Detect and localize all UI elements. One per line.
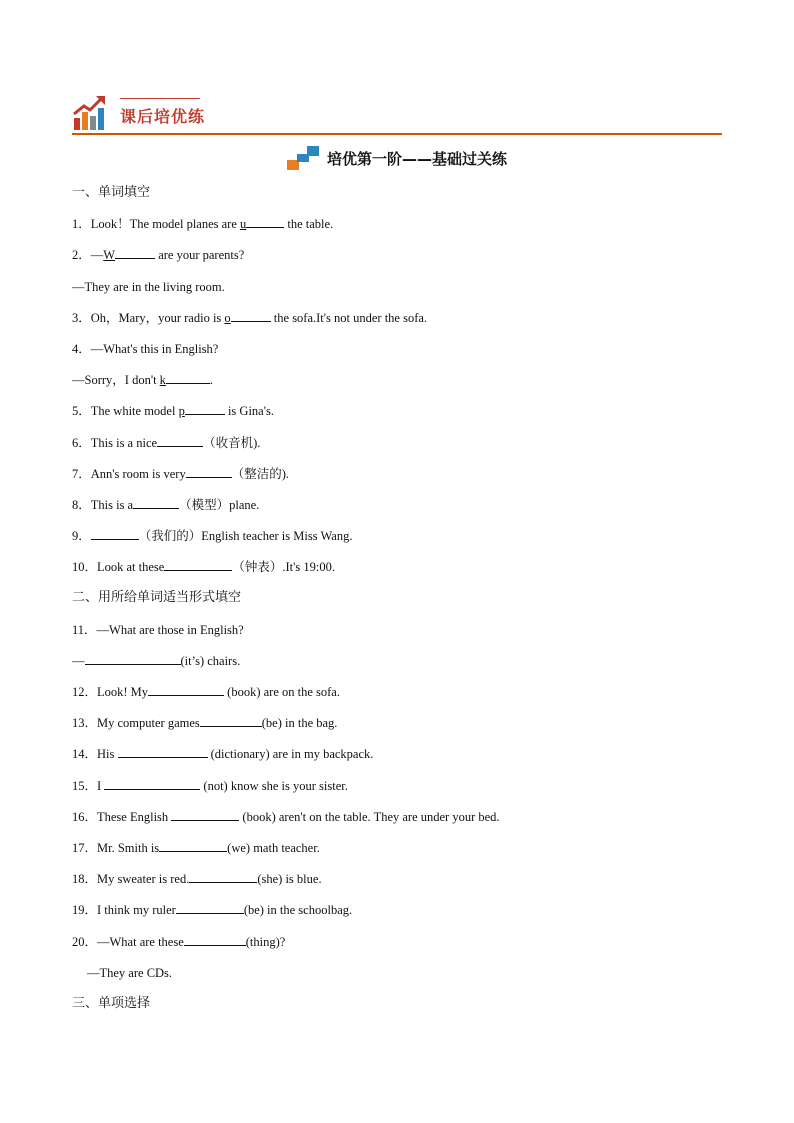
question-13: 13．My computer games (be) in the bag.	[72, 716, 338, 731]
question-2: 2．—W are your parents?	[72, 248, 245, 263]
page-header	[72, 94, 722, 138]
question-20-answer: —They are CDs.	[87, 965, 173, 980]
question-7: 7．Ann's room is very （整洁的).	[72, 466, 289, 481]
answer-blank[interactable]	[189, 870, 257, 883]
answer-blank[interactable]	[164, 558, 232, 571]
question-14: 14．His (dictionary) are in my backpack.	[72, 747, 374, 762]
question-10: 10．Look at these （钟表）.It's 19:00.	[72, 560, 335, 575]
question-4: 4．—What's this in English?	[72, 341, 219, 356]
answer-blank[interactable]	[166, 371, 210, 384]
growth-chart-icon	[72, 94, 108, 132]
answer-blank[interactable]	[157, 434, 203, 447]
answer-blank[interactable]	[184, 933, 246, 946]
question-4-answer: —Sorry，I don't k .	[72, 373, 214, 388]
hint-letter: u	[240, 217, 247, 232]
question-6: 6．This is a nice （收音机).	[72, 435, 261, 450]
answer-blank[interactable]	[246, 215, 284, 228]
hint-letter: o	[224, 310, 231, 325]
answer-blank[interactable]	[91, 527, 139, 540]
question-3: 3．Oh，Mary，your radio is o the sofa.It's not under the sofa.	[72, 310, 428, 325]
answer-blank[interactable]	[186, 465, 232, 478]
question-17: 17．Mr. Smith is (we) math teacher.	[72, 840, 320, 855]
question-20: 20．—What are these (thing)?	[72, 934, 286, 949]
answer-blank[interactable]	[115, 246, 155, 259]
answer-blank[interactable]	[171, 808, 239, 821]
question-15: 15．I (not) know she is your sister.	[72, 778, 348, 793]
question-16: 16．These English (book) aren't on the table. They are under your bed.	[72, 809, 500, 824]
answer-blank[interactable]	[159, 839, 227, 852]
answer-blank[interactable]	[148, 683, 224, 696]
answer-blank[interactable]	[104, 777, 200, 790]
section-heading: 三、单项选择	[72, 995, 151, 1011]
banner-title: 培优第一阶——基础过关练	[326, 149, 507, 168]
answer-blank[interactable]	[185, 402, 225, 415]
header-rule	[72, 133, 722, 135]
question-11: 11．—What are those in English?	[72, 622, 244, 637]
hint-letter: p	[178, 404, 185, 419]
hint-letter: k	[159, 373, 166, 388]
header-title: 课后培优练	[120, 107, 206, 126]
answer-blank[interactable]	[85, 652, 181, 665]
question-19: 19．I think my ruler (be) in the schoolbag.	[72, 903, 353, 918]
answer-blank[interactable]	[200, 714, 262, 727]
question-2-answer: —They are in the living room.	[72, 279, 225, 294]
question-11-answer: — (it’s) chairs.	[72, 653, 241, 668]
header-topline	[120, 98, 200, 99]
question-18: 18．My sweater is red. (she) is blue.	[72, 872, 322, 887]
question-12: 12．Look! My (book) are on the sofa.	[72, 685, 340, 699]
question-1: 1．Look！The model planes are u the table.	[72, 217, 334, 232]
question-8: 8．This is a （模型）plane.	[72, 497, 260, 512]
answer-blank[interactable]	[133, 496, 179, 509]
answer-blank[interactable]	[231, 309, 271, 322]
question-9: 9． （我们的）English teacher is Miss Wang.	[72, 529, 353, 544]
question-5: 5．The white model p is Gina's.	[72, 404, 274, 419]
section-heading: 二、用所给单词适当形式填空	[72, 590, 242, 606]
hint-letter: W	[103, 248, 116, 263]
answer-blank[interactable]	[176, 901, 244, 914]
section-banner	[0, 146, 794, 175]
answer-blank[interactable]	[118, 745, 208, 758]
section-heading: 一、单词填空	[72, 185, 151, 200]
worksheet-content	[72, 182, 722, 1024]
stairs-icon	[287, 146, 321, 170]
